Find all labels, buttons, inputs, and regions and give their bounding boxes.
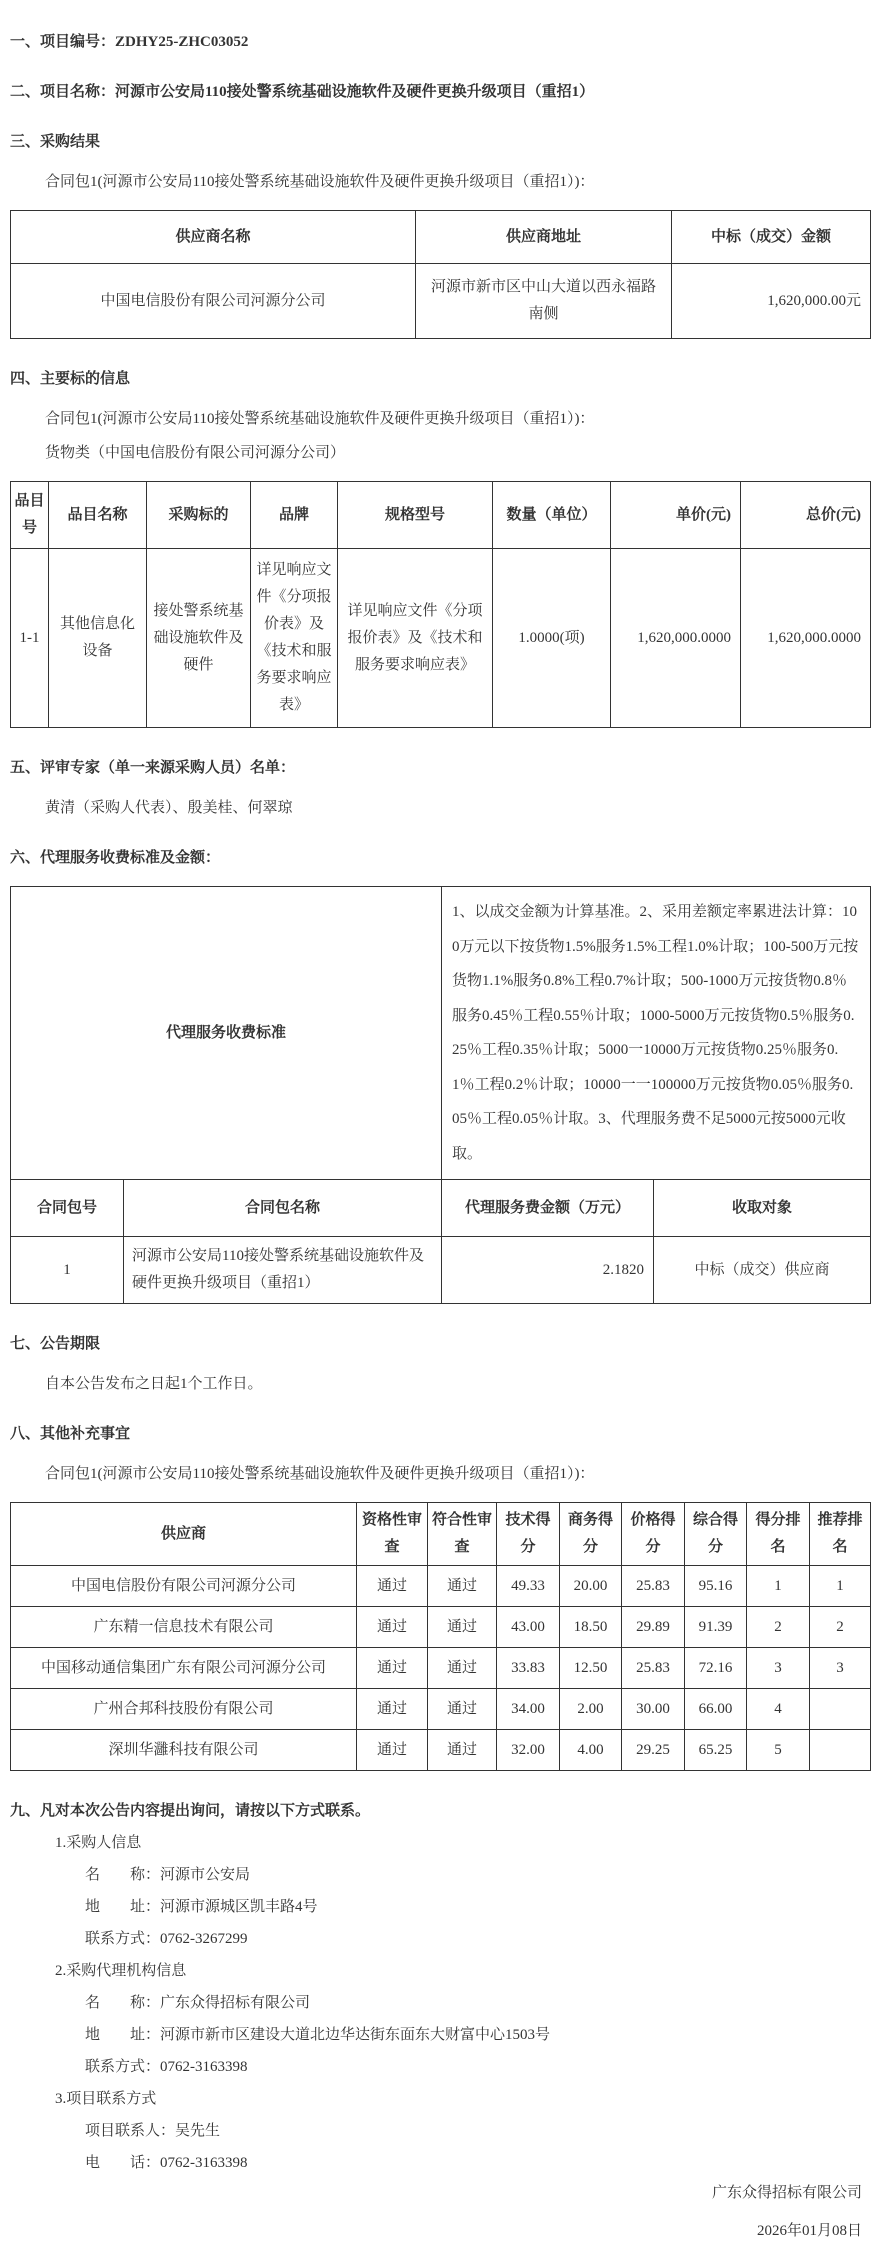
col-header-procurement-subject: 采购标的 [147,482,251,549]
col-header-price-score: 价格得分 [622,1503,685,1566]
table-cell: 91.39 [685,1607,747,1648]
expert-list: 黄清（采购人代表）、殷美桂、何翠琼 [45,800,293,816]
agency-address-line: 地 址：河源市新市区建设大道北边华达街东面东大财富中心1503号 [85,2027,551,2043]
table-cell: 通过 [357,1689,428,1730]
table-cell: 1 [747,1566,810,1607]
table-cell: 95.16 [685,1566,747,1607]
col-header-supplier-address: 供应商地址 [416,211,672,264]
main-subject-info-table [10,481,871,728]
fee-payer-cell: 中标（成交）供应商 [654,1237,871,1304]
table-cell: 49.33 [497,1566,560,1607]
agency-fee-amount-cell: 2.1820 [442,1237,654,1304]
table-row [11,1689,871,1730]
section-5-heading: 五、评审专家（单一来源采购人员）名单： [10,760,296,776]
supplier-name-cell: 中国电信股份有限公司河源分公司 [11,264,416,339]
table-cell: 通过 [428,1607,497,1648]
table-cell: 33.83 [497,1648,560,1689]
table-cell: 20.00 [560,1566,622,1607]
section-4-heading: 四、主要标的信息 [10,371,131,387]
col-header-qualification-review: 资格性审查 [357,1503,428,1566]
signature-block [712,2165,862,2241]
section-8-contract-package-intro: 合同包1(河源市公安局110接处警系统基础设施软件及硬件更换升级项目（重招1）)： [45,1466,595,1482]
table-cell: 29.25 [622,1730,685,1771]
table-cell: 通过 [357,1730,428,1771]
table-row [11,549,871,728]
package-name-cell: 河源市公安局110接处警系统基础设施软件及硬件更换升级项目（重招1） [124,1237,442,1304]
agency-name-line: 名 称：广东众得招标有限公司 [85,1995,311,2011]
col-header-supplier-name: 供应商名称 [11,211,416,264]
project-contact-person-line: 项目联系人：吴先生 [85,2123,221,2139]
purchaser-address-line: 地 址：河源市源城区凯丰路4号 [85,1899,318,1915]
item-name-cell: 其他信息化设备 [49,549,147,728]
table-row [11,264,871,339]
table-cell [810,1730,871,1771]
table-cell: 4.00 [560,1730,622,1771]
project-contact-phone-line: 电 话：0762-3163398 [85,2155,248,2171]
col-header-overall-score: 综合得分 [685,1503,747,1566]
col-header-commercial-score: 商务得分 [560,1503,622,1566]
signature-date: 2026年01月08日 [756,2223,862,2239]
total-price-cell: 1,620,000.0000 [741,549,871,728]
col-header-technical-score: 技术得分 [497,1503,560,1566]
section-3-contract-package-intro: 合同包1(河源市公安局110接处警系统基础设施软件及硬件更换升级项目（重招1）)： [45,174,595,190]
procurement-result-table [10,210,871,339]
col-header-item-name: 品目名称 [49,482,147,549]
table-cell: 广东精一信息技术有限公司 [11,1607,357,1648]
signature-company: 广东众得招标有限公司 [711,2185,862,2201]
spec-model-cell: 详见响应文件《分项报价表》及《技术和服务要求响应表》 [338,549,493,728]
table-cell: 通过 [428,1648,497,1689]
table-cell: 32.00 [497,1730,560,1771]
table-row [11,1566,871,1607]
award-amount-cell: 1,620,000.00元 [672,264,871,339]
section-7-heading: 七、公告期限 [10,1336,101,1352]
table-cell: 25.83 [622,1648,685,1689]
table-row [11,1648,871,1689]
table-cell: 通过 [428,1730,497,1771]
section-9-heading: 九、凡对本次公告内容提出询问，请按以下方式联系。 [10,1803,371,1819]
col-header-spec-model: 规格型号 [338,482,493,549]
col-header-conformity-review: 符合性审查 [428,1503,497,1566]
table-cell: 通过 [357,1648,428,1689]
table-row [11,1730,871,1771]
table-header-row [11,211,871,264]
col-header-unit-price: 单价(元) [611,482,741,549]
table-cell: 12.50 [560,1648,622,1689]
table-cell: 5 [747,1730,810,1771]
purchaser-info-label: 1.采购人信息 [55,1835,142,1851]
table-cell: 72.16 [685,1648,747,1689]
fee-standard-text-cell: 1、以成交金额为计算基准。2、采用差额定率累进法计算：100万元以下按货物1.5%服务1.5%工程1.0%计取；100-500万元按货物1.1%服务0.8%工程0.7%计取；500-1000万元按货物0.8％服务0.45％工程0.55％计取；1000-5000万元按货物0.5％服务0.25％工程0.35％计取；5000一10000万元按货物0.25％服务0.1％工程0.2％计取；10000一一100000万元按货物0.05％服务0.05％工程0.05％计取。3、代理服务费不足5000元按5000元收取。 [442,887,871,1180]
table-cell: 29.89 [622,1607,685,1648]
table-cell: 43.00 [497,1607,560,1648]
supplier-address-cell: 河源市新市区中山大道以西永福路南侧 [416,264,672,339]
announcement-period-text: 自本公告发布之日起1个工作日。 [45,1376,263,1392]
fee-standard-row [11,887,871,1180]
col-header-total-price: 总价(元) [741,482,871,549]
table-cell: 中国移动通信集团广东有限公司河源分公司 [11,1648,357,1689]
col-header-package-number: 合同包号 [11,1180,124,1237]
table-cell: 4 [747,1689,810,1730]
table-cell: 1 [810,1566,871,1607]
package-number-cell: 1 [11,1237,124,1304]
fee-standard-label-cell: 代理服务收费标准 [11,887,442,1180]
table-cell: 3 [810,1648,871,1689]
col-header-brand: 品牌 [251,482,338,549]
table-cell: 深圳华灉科技有限公司 [11,1730,357,1771]
supplier-score-table [10,1502,871,1771]
procurement-subject-cell: 接处警系统基础设施软件及硬件 [147,549,251,728]
col-header-item-number: 品目号 [11,482,49,549]
section-1-project-number-heading: 一、项目编号：ZDHY25-ZHC03052 [10,34,249,50]
table-cell: 2 [810,1607,871,1648]
table-cell: 中国电信股份有限公司河源分公司 [11,1566,357,1607]
brand-cell: 详见响应文件《分项报价表》及《技术和服务要求响应表》 [251,549,338,728]
col-header-package-name: 合同包名称 [124,1180,442,1237]
agency-fee-table [10,886,871,1304]
table-cell: 65.25 [685,1730,747,1771]
col-header-quantity-unit: 数量（单位） [493,482,611,549]
section-3-heading: 三、采购结果 [10,134,101,150]
table-cell: 30.00 [622,1689,685,1730]
item-number-cell: 1-1 [11,549,49,728]
table-cell: 3 [747,1648,810,1689]
unit-price-cell: 1,620,000.0000 [611,549,741,728]
section-4-contract-package-intro: 合同包1(河源市公安局110接处警系统基础设施软件及硬件更换升级项目（重招1）)： [45,411,595,427]
table-cell: 25.83 [622,1566,685,1607]
section-2-project-name-heading: 二、项目名称：河源市公安局110接处警系统基础设施软件及硬件更换升级项目（重招1） [10,84,595,100]
section-6-heading: 六、代理服务收费标准及金额： [10,850,221,866]
col-header-fee-payer: 收取对象 [654,1180,871,1237]
table-cell: 66.00 [685,1689,747,1730]
table-row [11,1237,871,1304]
quantity-unit-cell: 1.0000(项) [493,549,611,728]
table-cell [810,1689,871,1730]
col-header-award-amount: 中标（成交）金额 [672,211,871,264]
table-cell: 34.00 [497,1689,560,1730]
table-cell: 18.50 [560,1607,622,1648]
col-header-agency-fee-amount: 代理服务费金额（万元） [442,1180,654,1237]
section-4-category-line: 货物类（中国电信股份有限公司河源分公司） [45,445,346,461]
table-header-row [11,1503,871,1566]
col-header-supplier: 供应商 [11,1503,357,1566]
table-cell: 通过 [357,1607,428,1648]
col-header-recommend-rank: 推荐排名 [810,1503,871,1566]
table-cell: 通过 [428,1689,497,1730]
section-8-heading: 八、其他补充事宜 [10,1426,131,1442]
supplier-score-table-body [11,1566,871,1771]
table-cell: 2.00 [560,1689,622,1730]
table-header-row [11,482,871,549]
project-contact-label: 3.项目联系方式 [55,2091,157,2107]
col-header-score-rank: 得分排名 [747,1503,810,1566]
table-cell: 2 [747,1607,810,1648]
table-cell: 通过 [428,1566,497,1607]
table-cell: 通过 [357,1566,428,1607]
table-cell: 广州合邦科技股份有限公司 [11,1689,357,1730]
table-row [11,1607,871,1648]
table-header-row [11,1180,871,1237]
agency-contact-line: 联系方式：0762-3163398 [85,2059,248,2075]
agency-info-label: 2.采购代理机构信息 [55,1963,187,1979]
purchaser-contact-line: 联系方式：0762-3267299 [85,1931,248,1947]
purchaser-name-line: 名 称：河源市公安局 [85,1867,251,1883]
